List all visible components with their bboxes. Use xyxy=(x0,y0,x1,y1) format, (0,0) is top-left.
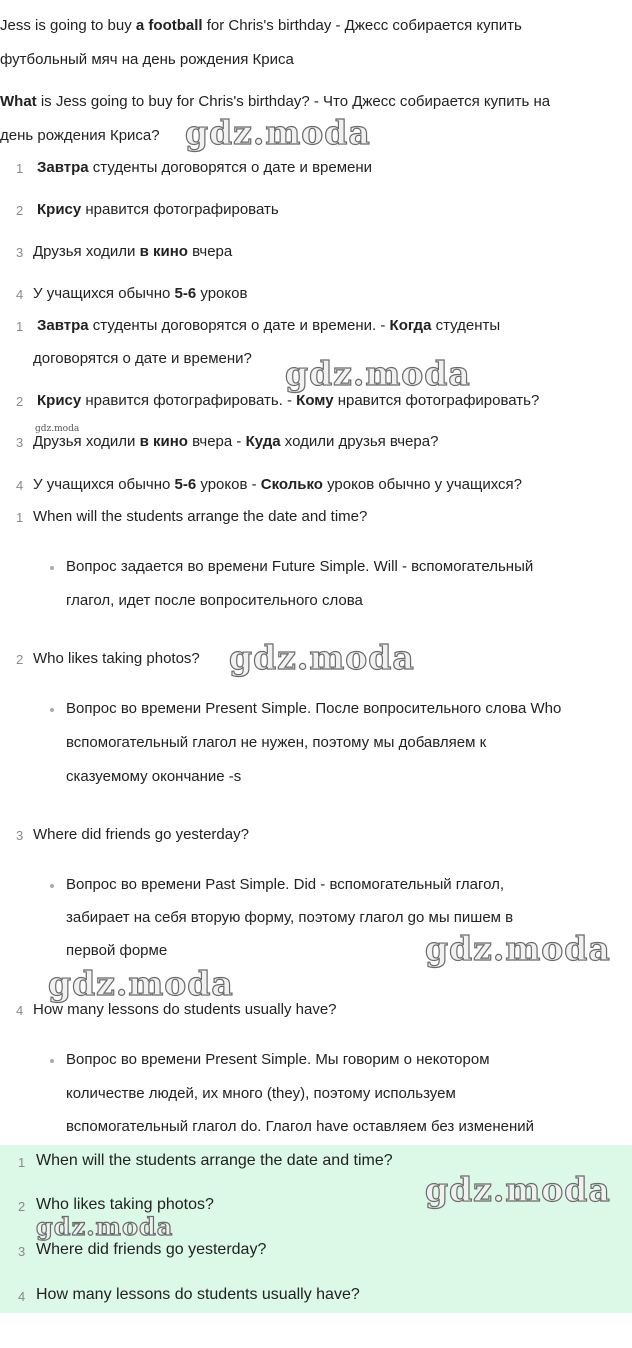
text: уроков - xyxy=(196,476,261,493)
bold-text: 5-6 xyxy=(174,476,197,493)
watermark-logo: gdz.moda xyxy=(185,113,371,152)
list-number: 3 xyxy=(16,245,24,260)
list-number: 2 xyxy=(16,652,24,667)
list-number: 1 xyxy=(16,510,24,525)
bold-text: Крису xyxy=(37,201,82,218)
text: вчера xyxy=(187,243,233,260)
list-item xyxy=(37,317,500,334)
text: вчера - xyxy=(187,433,246,450)
list-number: 4 xyxy=(16,478,24,493)
text: for Chris's birthday - Джесс собирается купить xyxy=(202,17,522,34)
answer-item: How many lessons do students usually have? xyxy=(36,1286,360,1303)
list-item xyxy=(33,285,247,302)
answer-item: When will the students arrange the date and time? xyxy=(36,1152,393,1169)
text: нравится фотографировать. - xyxy=(81,392,297,409)
text: нравится фотографировать xyxy=(81,201,279,218)
bold-text: Завтра xyxy=(37,159,89,176)
explanation-line: Вопрос во времени Present Simple. После вопросительного слова Who xyxy=(66,700,562,717)
intro-line-2: футбольный мяч на день рождения Криса xyxy=(0,51,294,68)
text: уроков обычно у учащихся? xyxy=(322,476,522,493)
watermark-logo: gdz.moda xyxy=(48,964,234,1003)
list-number: 2 xyxy=(16,203,24,218)
answer-item: Where did friends go yesterday? xyxy=(36,1241,267,1258)
bold-text: Когда xyxy=(389,317,432,334)
intro-line-4: день рождения Криса? xyxy=(0,127,160,144)
text: Друзья ходили xyxy=(33,433,140,450)
text: студенты договорятся о дате и времени. - xyxy=(88,317,390,334)
bullet-icon xyxy=(50,708,54,712)
bold-text: Сколько xyxy=(260,476,323,493)
list-number: 4 xyxy=(16,1003,24,1018)
text: студенты договорятся о дате и времени xyxy=(88,159,373,176)
text: Друзья ходили xyxy=(33,243,140,260)
bullet-icon xyxy=(50,1059,54,1063)
list-item xyxy=(37,159,372,176)
list-number: 2 xyxy=(16,394,24,409)
text: студенты xyxy=(431,317,501,334)
bullet-icon xyxy=(50,566,54,570)
explanation-line: Вопрос во времени Past Simple. Did - вспомогательный глагол, xyxy=(66,876,505,893)
question: When will the students arrange the date and time? xyxy=(33,508,368,525)
text: У учащихся обычно xyxy=(33,285,175,302)
list-number: 1 xyxy=(16,319,24,334)
list-number: 4 xyxy=(16,287,24,302)
text: У учащихся обычно xyxy=(33,476,175,493)
text: уроков xyxy=(196,285,248,302)
bold-text: в кино xyxy=(139,243,188,260)
list-item xyxy=(37,201,279,218)
question: Who likes taking photos? xyxy=(33,650,200,667)
explanation-line: вспомогательный глагол не нужен, поэтому мы добавляем к xyxy=(66,734,487,751)
explanation-line: вспомогательный глагол do. Глагол have оставляем без изменений xyxy=(66,1118,535,1135)
answer-item: Who likes taking photos? xyxy=(36,1196,214,1213)
bold-text: в кино xyxy=(139,433,188,450)
watermark-logo: gdz.moda xyxy=(425,1170,611,1209)
watermark-logo: gdz.moda xyxy=(35,424,80,434)
bold-text: What xyxy=(0,93,37,110)
bold-text: Крису xyxy=(37,392,82,409)
explanation-line: Вопрос задается во времени Future Simple. Will - вспомогательный xyxy=(66,558,534,575)
explanation-line: глагол, идет после вопросительного слова xyxy=(66,592,363,609)
list-item xyxy=(37,392,539,409)
watermark-logo: gdz.moda xyxy=(425,929,611,968)
bold-text: Завтра xyxy=(37,317,89,334)
question: How many lessons do students usually have? xyxy=(33,1001,337,1018)
text: ходили друзья вчера? xyxy=(280,433,439,450)
text: нравится фотографировать? xyxy=(333,392,540,409)
intro-line-3 xyxy=(0,93,550,110)
watermark-logo: gdz.moda xyxy=(285,354,471,393)
list-number: 2 xyxy=(18,1199,26,1214)
list-number: 1 xyxy=(18,1155,26,1170)
explanation-line: Вопрос во времени Present Simple. Мы говорим о некотором xyxy=(66,1051,490,1068)
watermark-logo: gdz.moda xyxy=(36,1212,174,1241)
explanation-line: забирает на себя вторую форму, поэтому глагол go мы пишем в xyxy=(66,909,514,926)
list-number: 1 xyxy=(16,161,24,176)
explanation-line: первой форме xyxy=(66,942,168,959)
bold-text: Куда xyxy=(245,433,281,450)
watermark-logo: gdz.moda xyxy=(229,638,415,677)
list-number: 3 xyxy=(18,1244,26,1259)
list-number: 4 xyxy=(18,1289,26,1304)
list-item xyxy=(33,476,522,493)
list-item-continuation: договорятся о дате и времени? xyxy=(33,350,252,367)
list-item xyxy=(33,243,232,260)
list-number: 3 xyxy=(16,435,24,450)
list-number: 3 xyxy=(16,828,24,843)
intro-line-1 xyxy=(0,17,522,34)
bold-text: Кому xyxy=(296,392,334,409)
bold-text: a football xyxy=(135,17,203,34)
explanation-line: количестве людей, их много (they), поэтому используем xyxy=(66,1085,456,1102)
list-item xyxy=(33,433,438,450)
bold-text: 5-6 xyxy=(174,285,197,302)
bullet-icon xyxy=(50,884,54,888)
question: Where did friends go yesterday? xyxy=(33,826,249,843)
text: is Jess going to buy for Chris's birthday? - Что Джесс собирается купить на xyxy=(36,93,551,110)
explanation-line: сказуемому окончание -s xyxy=(66,768,242,785)
text: Jess is going to buy xyxy=(0,17,136,34)
